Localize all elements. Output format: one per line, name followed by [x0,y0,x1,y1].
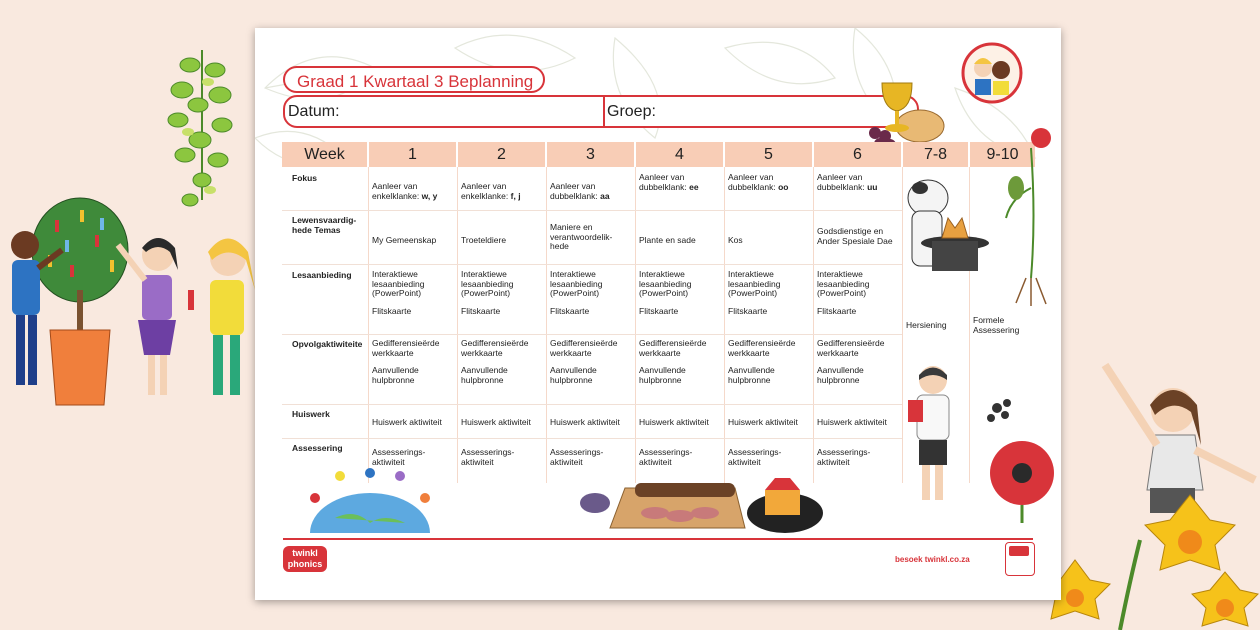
lesaanbieding-cell-6: Interaktiewe lesaanbieding (PowerPoint) [817,269,870,298]
huiswerk-cell-3: Huiswerk aktiwiteit [550,417,620,427]
assessering-cell-3: Assesserings-aktiwiteit [550,447,604,467]
gedifferensieerde-cell-5: Gedifferensieërde werkkaarte [728,338,796,358]
gedifferensieerde-cell-6: Gedifferensieërde werkkaarte [817,338,885,358]
lesaanbieding-cell-3: Interaktiewe lesaanbieding (PowerPoint) [550,269,603,298]
twinkl-phonics-logo: twinkl phonics [283,546,327,572]
twinkl-badge-icon [1005,542,1035,576]
poppy-plant-illustration [1001,128,1061,308]
fokus-cell-1: Aanleer van enkelklanke: w, y [372,181,438,201]
tema-cell-5: Kos [728,235,743,245]
fokus-cell-5: Aanleer van dubbelklank: oo [728,172,789,192]
planning-sheet [255,28,1061,600]
row-divider [282,264,902,265]
header-week-9-10: 9-10 [970,142,1035,167]
assessering-cell-5: Assesserings-aktiwiteit [728,447,782,467]
children-around-globe-illustration [295,468,445,533]
info-row [283,95,919,128]
gedifferensieerde-cell-3: Gedifferensieërde werkkaarte [550,338,618,358]
header-week-5: 5 [725,142,812,167]
dog-and-cat-in-hat-illustration [900,173,992,278]
column-divider [813,167,814,483]
row-label-fokus: Fokus [292,173,318,183]
header-week-3: 3 [547,142,634,167]
lesaanbieding-cell-4: Interaktiewe lesaanbieding (PowerPoint) [639,269,692,298]
fokus-cell-6: Aanleer van dubbelklank: uu [817,172,878,192]
row-label-lesaanbieding: Lesaanbieding [292,270,352,280]
lesaanbieding-cell-2: Interaktiewe lesaanbieding (PowerPoint) [461,269,514,298]
fokus-cell-2: Aanleer van enkelklanke: f, j [461,181,521,201]
aanvullende-cell-2: Aanvullende hulpbronne [461,365,508,385]
page-title: Graad 1 Kwartaal 3 Beplanning [283,66,545,93]
row-divider [282,334,902,335]
aanvullende-cell-6: Aanvullende hulpbronne [817,365,864,385]
flitskaarte-cell-3: Flitskaarte [550,306,590,316]
flitskaarte-cell-1: Flitskaarte [372,306,412,316]
flitskaarte-cell-6: Flitskaarte [817,306,857,316]
flitskaarte-cell-5: Flitskaarte [728,306,768,316]
header-week-6: 6 [814,142,901,167]
assessering-cell-4: Assesserings-aktiwiteit [639,447,693,467]
row-divider [282,210,902,211]
tema-cell-6: Godsdienstige en Ander Spesiale Dae [817,226,893,246]
assessering-cell-2: Assesserings-aktiwiteit [461,447,515,467]
gedifferensieerde-cell-2: Gedifferensieërde werkkaarte [461,338,529,358]
huiswerk-cell-1: Huiswerk aktiwiteit [372,417,442,427]
header-week-2: 2 [458,142,545,167]
row-divider [282,438,902,439]
row-label-lewensvaardighede: Lewensvaardig-hede Temas [292,215,357,235]
boy-with-clipboard-illustration [903,360,963,510]
lesaanbieding-cell-1: Interaktiewe lesaanbieding (PowerPoint) [372,269,425,298]
aanvullende-cell-5: Aanvullende hulpbronne [728,365,775,385]
food-platter-illustration [565,468,825,538]
column-divider [457,167,458,483]
visit-link[interactable]: besoek twinkl.co.za [895,555,970,564]
children-with-wishing-tree-illustration [0,190,265,420]
tema-cell-1: My Gemeenskap [372,235,437,245]
tema-cell-4: Plante en sade [639,235,696,245]
assessering-cell-1: Assesserings-aktiwiteit [372,447,426,467]
groep-label: Groep: [607,103,656,120]
aanvullende-cell-1: Aanvullende hulpbronne [372,365,419,385]
footer-divider [283,538,1033,540]
header-week: Week [282,142,367,167]
hersiening-cell: Hersiening [906,320,947,330]
header-week-1: 1 [369,142,456,167]
twinkl-kids-avatar [961,42,1023,104]
aanvullende-cell-3: Aanvullende hulpbronne [550,365,597,385]
flitskaarte-cell-4: Flitskaarte [639,306,679,316]
header-week-4: 4 [636,142,723,167]
row-label-assessering: Assessering [292,443,343,453]
info-divider [603,97,605,126]
tema-cell-2: Troeteldiere [461,235,507,245]
column-divider [724,167,725,483]
formele-assessering-cell: Formele Assessering [973,315,1020,335]
tema-cell-3: Maniere en verantwoordelik-hede [550,222,613,251]
huiswerk-cell-4: Huiswerk aktiwiteit [639,417,709,427]
datum-label: Datum: [288,103,340,120]
aanvullende-cell-4: Aanvullende hulpbronne [639,365,686,385]
huiswerk-cell-2: Huiswerk aktiwiteit [461,417,531,427]
header-week-7-8: 7-8 [903,142,968,167]
red-poppy-illustration [977,393,1061,523]
row-label-opvolgaktiwiteite: Opvolgaktiwiteite [292,339,363,349]
fokus-cell-4: Aanleer van dubbelklank: ee [639,172,699,192]
huiswerk-cell-6: Huiswerk aktiwiteit [817,417,887,427]
row-divider [282,404,902,405]
row-label-huiswerk: Huiswerk [292,409,330,419]
gedifferensieerde-cell-4: Gedifferensieërde werkkaarte [639,338,707,358]
column-divider [546,167,547,483]
gedifferensieerde-cell-1: Gedifferensieërde werkkaarte [372,338,440,358]
fokus-cell-3: Aanleer van dubbelklank: aa [550,181,610,201]
flitskaarte-cell-2: Flitskaarte [461,306,501,316]
column-divider [635,167,636,483]
lesaanbieding-cell-5: Interaktiewe lesaanbieding (PowerPoint) [728,269,781,298]
assessering-cell-6: Assesserings-aktiwiteit [817,447,871,467]
huiswerk-cell-5: Huiswerk aktiwiteit [728,417,798,427]
